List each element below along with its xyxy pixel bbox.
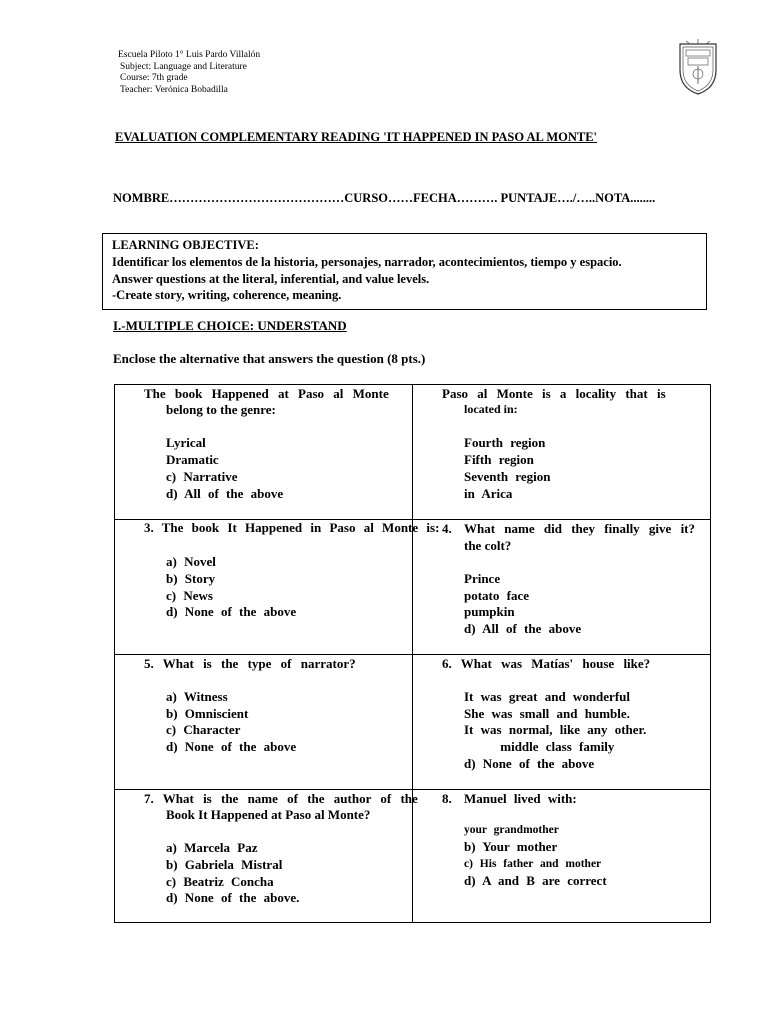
objective-line-2: Answer questions at the literal, inferential, and value levels. [112, 272, 430, 286]
question-4-option-b[interactable]: potato face [464, 588, 530, 603]
question-4-option-c[interactable]: pumpkin [464, 604, 515, 619]
question-3-option-b[interactable]: b) Story [166, 571, 216, 586]
question-5-text: 5. What is the type of narrator? [144, 656, 356, 671]
table-column-divider [412, 384, 413, 923]
question-5-option-d[interactable]: d) None of the above [166, 739, 297, 754]
objective-heading: LEARNING OBJECTIVE: [112, 238, 259, 252]
objective-line-3: -Create story, writing, coherence, meaning. [112, 288, 342, 302]
question-4-option-a[interactable]: Prince [464, 571, 501, 586]
question-2-option-c[interactable]: Seventh region [464, 469, 551, 484]
question-1-text-2: belong to the genre: [166, 402, 276, 417]
question-7-option-c[interactable]: c) Beatriz Concha [166, 874, 274, 889]
section-instruction: Enclose the alternative that answers the question (8 pts.) [113, 351, 426, 366]
school-info [118, 50, 260, 96]
question-2-option-b[interactable]: Fifth region [464, 452, 534, 467]
evaluation-title: EVALUATION COMPLEMENTARY READING 'IT HAPPENED IN PASO AL MONTE' [115, 130, 598, 144]
question-5-option-b[interactable]: b) Omniscient [166, 706, 249, 721]
student-info-line: NOMBRE……………………………………CURSO……FECHA………. PUNTAJE…./…..NOTA........ [113, 191, 656, 205]
question-8-number: 8. [442, 791, 452, 806]
question-3-text: 3. The book It Happened in Paso al Monte is: [144, 520, 440, 535]
question-6-text: 6. What was Matías' house like? [442, 656, 651, 671]
question-3-option-a[interactable]: a) Novel [166, 554, 216, 569]
question-2-option-a[interactable]: Fourth region [464, 435, 546, 450]
question-8-option-b[interactable]: b) Your mother [464, 839, 558, 854]
question-7-text-2: Book It Happened at Paso al Monte? [166, 807, 371, 822]
section-heading: I.-MULTIPLE CHOICE: UNDERSTAND [113, 318, 347, 333]
question-7-option-b[interactable]: b) Gabriela Mistral [166, 857, 283, 872]
course-line: Course: 7th grade [120, 73, 188, 83]
question-5-option-a[interactable]: a) Witness [166, 689, 228, 704]
question-4-option-d[interactable]: d) All of the above [464, 621, 582, 636]
question-2-text-2: located in: [464, 402, 518, 416]
question-6-option-a[interactable]: It was great and wonderful [464, 689, 630, 704]
question-1-option-a[interactable]: Lyrical [166, 435, 206, 450]
question-8-option-a[interactable]: your grandmother [464, 824, 559, 836]
objective-line-1: Identificar los elementos de la historia, personajes, narrador, acontecimientos, tiempo y espacio. [112, 255, 622, 269]
question-8-text: Manuel lived with: [464, 791, 577, 806]
question-3-option-d[interactable]: d) None of the above [166, 604, 297, 619]
question-6-option-c[interactable]: It was normal, like any other. [464, 722, 647, 737]
school-crest-logo [676, 38, 720, 96]
question-4-text-2: the colt? [464, 538, 512, 553]
question-1-option-c[interactable]: c) Narrative [166, 469, 238, 484]
question-6-option-b[interactable]: She was small and humble. [464, 706, 630, 721]
question-5-option-c[interactable]: c) Character [166, 722, 241, 737]
subject-line: Subject: Language and Literature [120, 61, 247, 72]
question-1-text: The book Happened at Paso al Monte [144, 386, 389, 401]
question-6-option-d[interactable]: d) None of the above [464, 756, 595, 771]
question-2-text: Paso al Monte is a locality that is [442, 386, 666, 401]
question-4-number: 4. [442, 521, 452, 536]
question-2-option-d[interactable]: in Arica [464, 486, 513, 501]
question-1-option-b[interactable]: Dramatic [166, 452, 219, 467]
question-7-text: 7. What is the name of the author of the [144, 791, 418, 806]
question-8-option-c[interactable]: c) His father and mother [464, 858, 602, 870]
question-7-option-a[interactable]: a) Marcela Paz [166, 840, 258, 855]
question-7-option-d[interactable]: d) None of the above. [166, 890, 300, 905]
school-name: Escuela Piloto 1° Luis Pardo Villalón [118, 50, 261, 60]
question-1-option-d[interactable]: d) All of the above [166, 486, 284, 501]
teacher-line: Teacher: Verónica Bobadilla [120, 84, 228, 95]
question-3-option-c[interactable]: c) News [166, 588, 213, 603]
question-8-option-d[interactable]: d) A and B are correct [464, 873, 607, 888]
question-4-text: What name did they finally give it? [464, 521, 696, 536]
question-6-option-c-cont: middle class family [464, 739, 615, 754]
